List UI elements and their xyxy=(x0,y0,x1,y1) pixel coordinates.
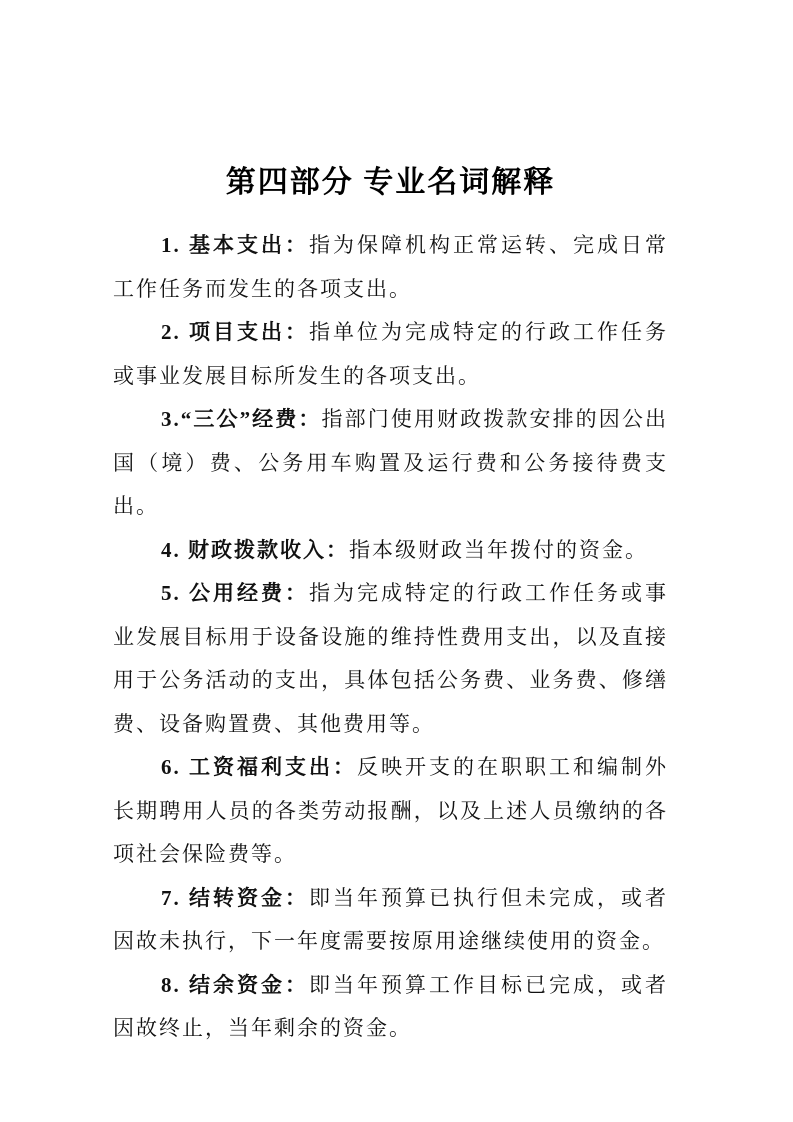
term-definition-7: 即当年预算已执行但未完成，或者因故未执行，下一年度需要按原用途继续使用的资金。 xyxy=(113,885,668,953)
term-paragraph-8 xyxy=(113,964,668,1051)
term-label-4: 4. 财政拨款收入： xyxy=(161,537,349,562)
term-label-1: 1. 基本支出： xyxy=(161,233,309,257)
term-label-6: 6. 工资福利支出： xyxy=(161,755,357,779)
term-label-7: 7. 结转资金： xyxy=(161,885,309,910)
term-paragraph-3 xyxy=(113,398,668,529)
term-definition-3: 指部门使用财政拨款安排的因公出国（境）费、公务用车购置及运行费和公务接待费支出。 xyxy=(113,407,668,518)
term-definition-5: 指为完成特定的行政工作任务或事业发展目标用于设备设施的维持性费用支出，以及直接用于公务活动的支出，具体包括公务费、业务费、修缮费、设备购置费、其他费用等。 xyxy=(113,581,668,736)
term-definition-2: 指单位为完成特定的行政工作任务或事业发展目标所发生的各项支出。 xyxy=(113,320,668,388)
document-title: 第四部分 专业名词解释 xyxy=(225,166,556,199)
term-label-8: 8. 结余资金： xyxy=(161,972,309,997)
term-definition-1: 指为保障机构正常运转、完成日常工作任务而发生的各项支出。 xyxy=(113,233,668,301)
term-paragraph-6 xyxy=(113,746,668,877)
term-paragraph-7 xyxy=(113,877,668,964)
term-definition-8: 即当年预算工作目标已完成，或者因故终止，当年剩余的资金。 xyxy=(113,972,668,1040)
document-body xyxy=(113,224,668,1051)
term-paragraph-1 xyxy=(113,224,668,311)
term-paragraph-2 xyxy=(113,311,668,398)
term-definition-4: 指本级财政当年拨付的资金。 xyxy=(349,537,648,562)
term-label-3: 3.“三公”经费： xyxy=(161,407,322,431)
term-label-2: 2. 项目支出： xyxy=(161,320,309,344)
term-definition-6: 反映开支的在职职工和编制外长期聘用人员的各类劳动报酬，以及上述人员缴纳的各项社会保险费等。 xyxy=(113,755,668,866)
term-label-5: 5. 公用经费： xyxy=(161,581,309,605)
term-paragraph-5 xyxy=(113,572,668,746)
term-paragraph-4 xyxy=(113,529,668,573)
